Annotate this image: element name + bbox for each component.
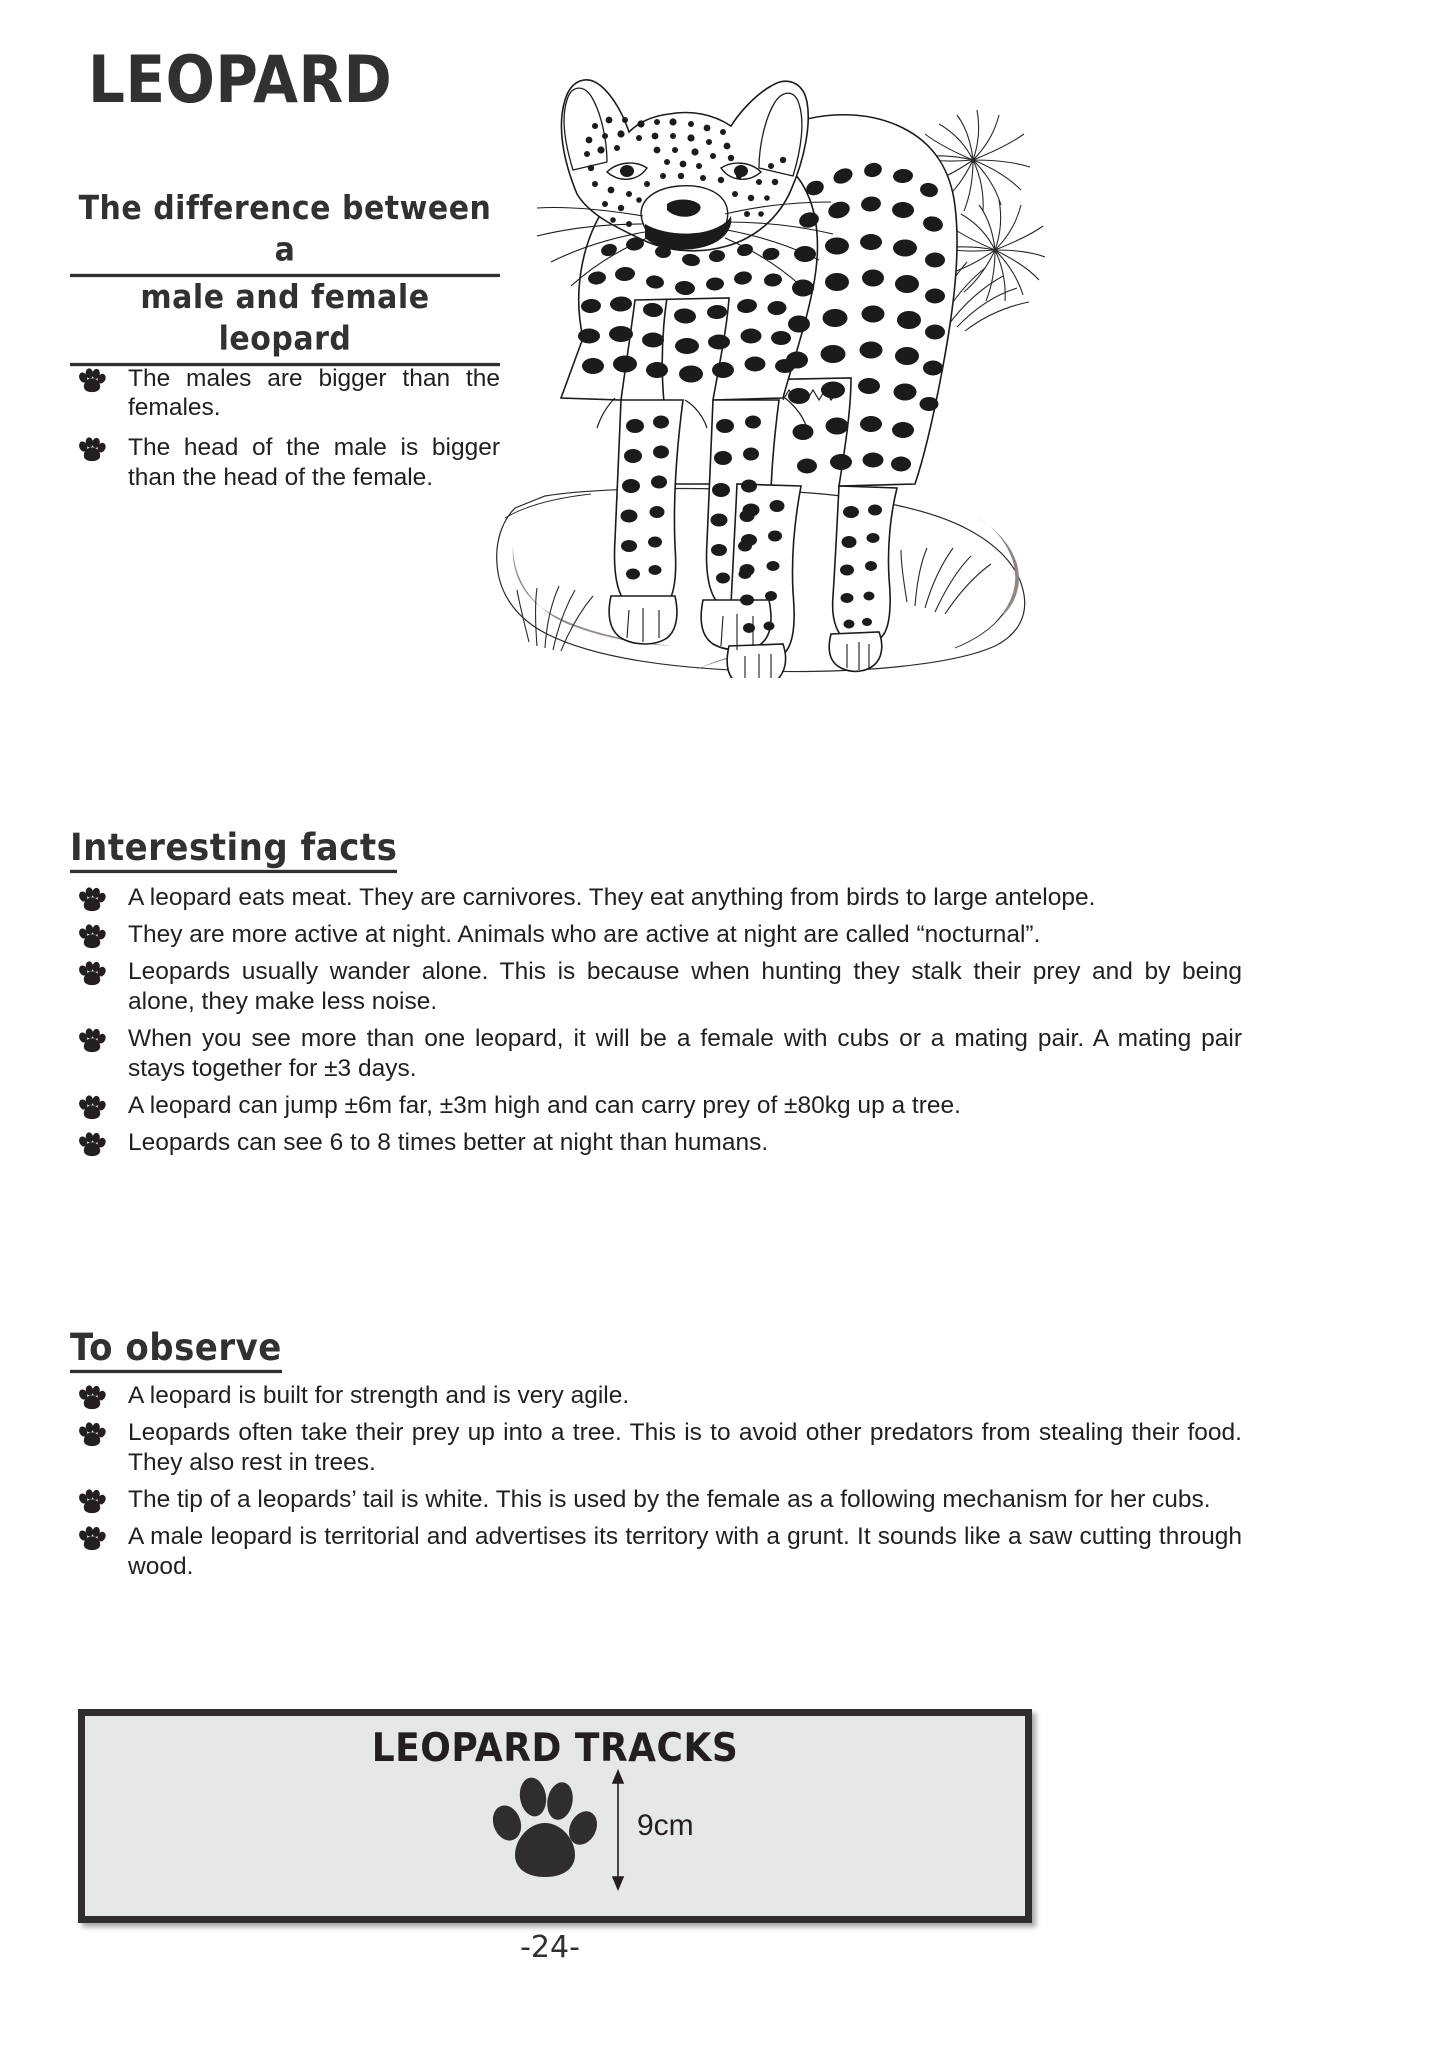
list-item-text: Leopards often take their prey up into a tree. This is to avoid other predators from stealing their food. They also rest in trees. [128,1419,1242,1477]
difference-section [70,188,500,503]
paw-print-icon [78,1132,106,1158]
paw-print-icon [78,1385,106,1411]
difference-heading-line1: The difference between a [70,188,500,277]
interesting-facts-section [70,825,1242,1157]
difference-heading-line2: male and female leopard [70,277,500,366]
list-item [70,433,500,493]
to-observe-list [70,1381,1242,1581]
to-observe-section [70,1325,1242,1582]
paw-print-icon [78,1028,106,1054]
list-item [70,1128,1242,1158]
list-item-text: The head of the male is bigger than the head of the female. [128,434,500,492]
list-item [70,1485,1242,1515]
difference-heading [70,188,500,366]
leopard-tracks-box [78,1709,1032,1923]
paw-print-icon [78,961,106,987]
interesting-facts-list [70,883,1242,1157]
list-item [70,1024,1242,1084]
paw-print-icon [78,1095,106,1121]
list-item [70,1091,1242,1121]
list-item [70,920,1242,950]
list-item [70,957,1242,1017]
page-number: -24- [520,1930,580,1965]
dimension-indicator [607,1769,737,1891]
difference-bullet-list [70,364,500,494]
list-item-text: When you see more than one leopard, it will be a female with cubs or a mating pair. A mating pair stays together for ±3 days. [128,1024,1242,1082]
list-item [70,1522,1242,1582]
paw-print-icon [78,1489,106,1515]
paw-print-icon [78,1526,106,1552]
paw-print-icon [78,1422,106,1448]
list-item-text: A leopard can jump ±6m far, ±3m high and can carry prey of ±80kg up a tree. [128,1091,961,1119]
list-item [70,1418,1242,1478]
list-item-text: The males are bigger than the females. [128,364,500,422]
list-item [70,1381,1242,1411]
list-item [70,364,500,424]
list-item-text: Leopards can see 6 to 8 times better at night than humans. [128,1128,769,1156]
list-item-text: They are more active at night. Animals who are active at night are called “nocturnal”. [128,921,1041,949]
list-item-text: A leopard eats meat. They are carnivores. They eat anything from birds to large antelope. [128,884,1096,912]
dimension-label: 9cm [637,1809,694,1842]
list-item-text: A leopard is built for strength and is very agile. [128,1382,630,1410]
list-item-text: Leopards usually wander alone. This is because when hunting they stalk their prey and by being alone, they make less noise. [128,958,1242,1016]
interesting-facts-heading: Interesting facts [70,828,1242,874]
to-observe-heading: To observe [70,1328,1242,1374]
page-title: LEOPARD [88,41,393,118]
paw-print-icon [78,437,106,463]
paw-print-icon [78,924,106,950]
paw-print-icon [78,368,106,394]
list-item [70,883,1242,913]
tracks-box-body [85,1771,1025,1891]
tracks-box-title: LEOPARD TRACKS [371,1726,739,1772]
paw-print-icon [493,1771,597,1889]
list-item-text: The tip of a leopards’ tail is white. This is used by the female as a following mechanism for her cubs. [128,1486,1211,1514]
list-item-text: A male leopard is territorial and advertises its territory with a grunt. It sounds like a saw cutting through wood. [128,1522,1242,1580]
paw-print-icon [78,887,106,913]
